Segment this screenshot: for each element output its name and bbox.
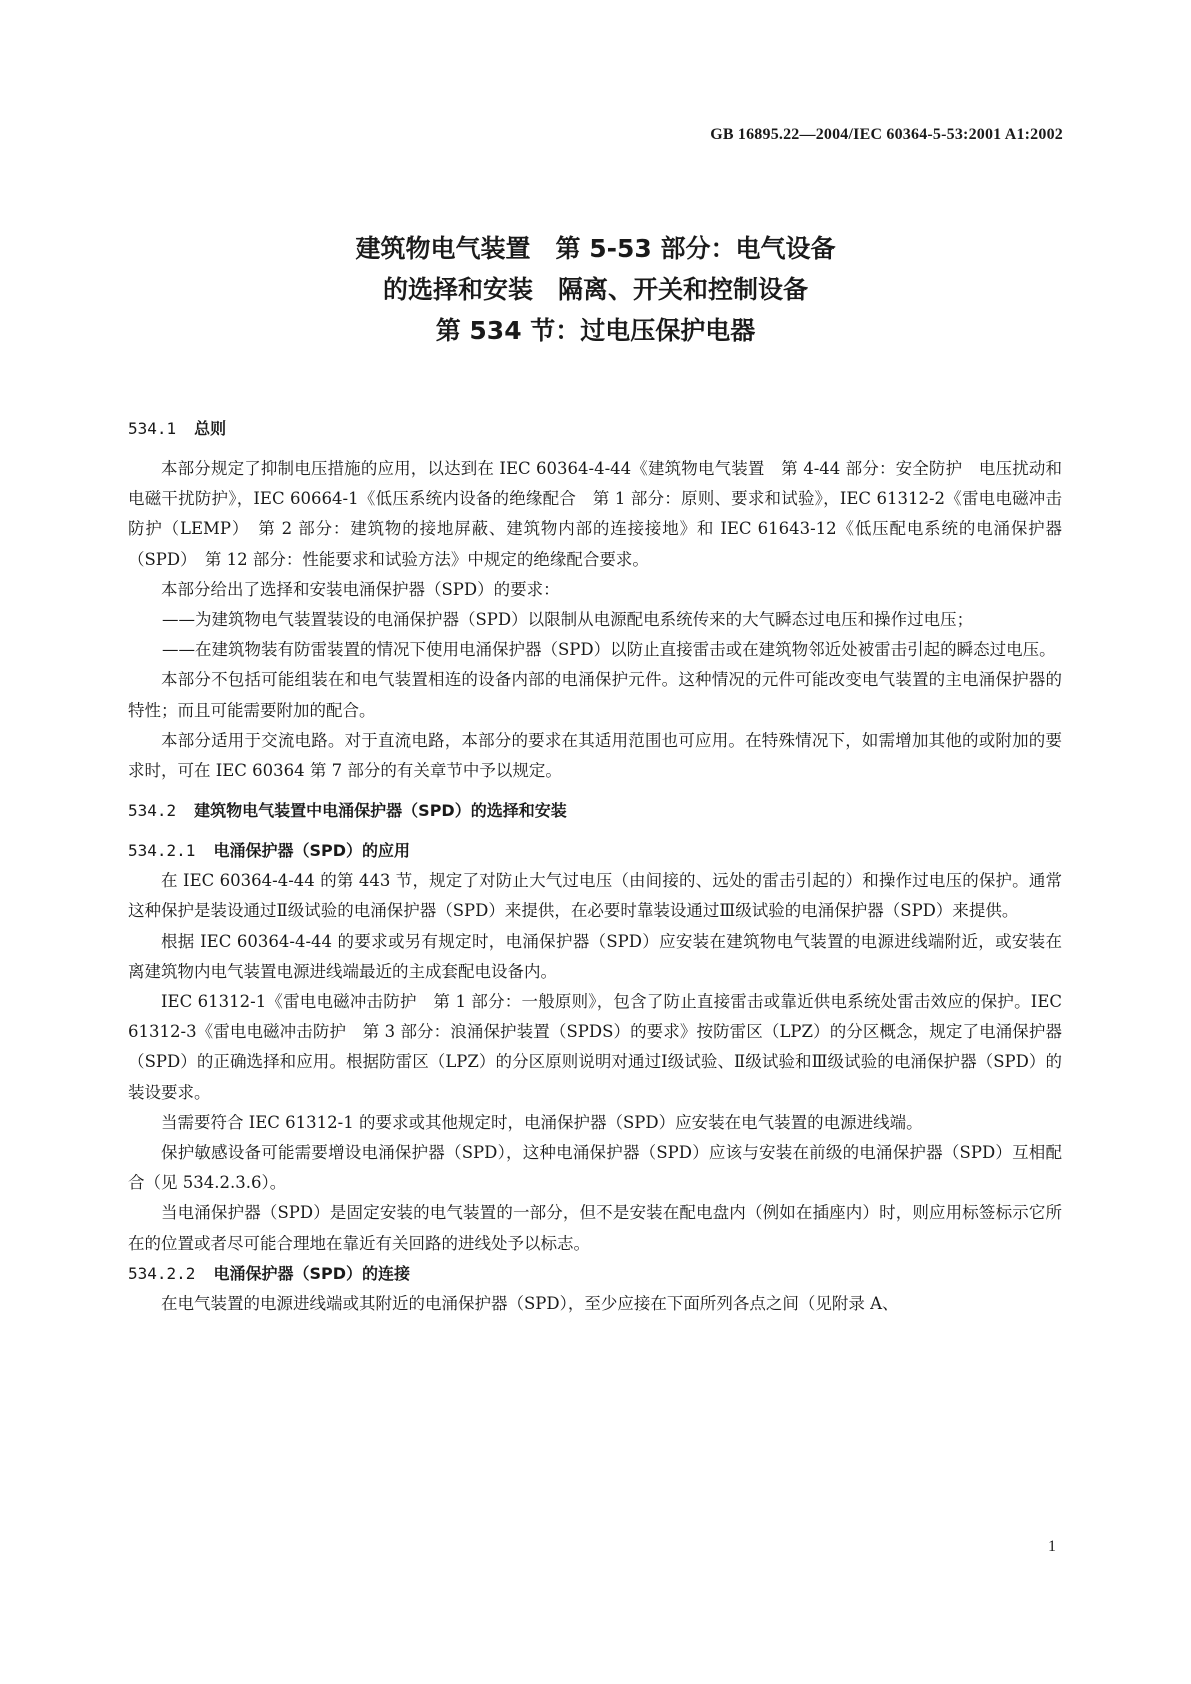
paragraph: 本部分适用于交流电路。对于直流电路，本部分的要求在其适用范围也可应用。在特殊情况下，如需增加其他的或附加的要求时，可在 IEC 60364 第 7 部分的有关章节中予以规定。 <box>128 730 1062 781</box>
section-heading-534-2 <box>128 796 1062 826</box>
paragraph: 本部分给出了选择和安装电涌保护器（SPD）的要求： <box>161 579 560 599</box>
paragraph: 当需要符合 IEC 61312-1 的要求或其他规定时，电涌保护器（SPD）应安装在电气装置的电源进线端。 <box>161 1112 923 1132</box>
document-body <box>128 414 1062 1319</box>
list-item: ——在建筑物装有防雷装置的情况下使用电涌保护器（SPD）以防止直接雷击或在建筑物邻近处被雷击引起的瞬态过电压。 <box>162 640 1056 660</box>
section-number: 534.2 <box>128 801 177 821</box>
title-line-3: 第 534 节：过电压保护电器 <box>435 316 756 345</box>
paragraph: 保护敏感设备可能需要增设电涌保护器（SPD），这种电涌保护器（SPD）应该与安装在前级的电涌保护器（SPD）互相配合（见 534.2.3.6）。 <box>128 1143 1062 1193</box>
paragraph: 根据 IEC 60364-4-44 的要求或另有规定时，电涌保护器（SPD）应安装在建筑物电气装置的电源进线端附近，或安装在离建筑物内电气装置电源进线端最近的主成套配电设备内。 <box>128 931 1062 981</box>
title-line-2: 的选择和安装 隔离、开关和控制设备 <box>382 275 808 304</box>
section-number: 534.2.2 <box>128 1263 196 1283</box>
section-title: 总则 <box>194 419 227 438</box>
paragraph: 本部分规定了抑制电压措施的应用，以达到在 IEC 60364-4-44《建筑物电气装置 第 4-44 部分：安全防护 电压扰动和电磁干扰防护》，IEC 60664-1《低压系统内设备的绝缘配合 第 1 部分：原则、要求和试验》，IEC 61312-2《雷电电磁冲击防护（LEMP） 第 2 部分：建筑物的接地屏蔽、建筑物内部的连接接地》和 IEC 61643-12《低压配电系统的电涌保护器（SPD） 第 12 部分：性能要求和试验方法》中规定的绝缘配合要求。 <box>128 459 1062 569</box>
section-heading-534-1 <box>128 414 1062 444</box>
section-heading-534-2-1 <box>128 836 1062 866</box>
section-number: 534.2.1 <box>128 841 196 861</box>
section-heading-534-2-2 <box>128 1259 1062 1289</box>
document-title <box>0 228 1191 351</box>
paragraph: IEC 61312-1《雷电电磁冲击防护 第 1 部分：一般原则》，包含了防止直接雷击或靠近供电系统处雷击效应的保护。IEC 61312-3《雷电电磁冲击防护 第 3 部分：浪涌保护装置（SPDS）的要求》按防雷区（LPZ）的分区概念，规定了电涌保护器（SPD）的正确选择和应用。根据防雷区（LPZ）的分区原则说明对通过Ⅰ级试验、Ⅱ级试验和Ⅲ级试验的电涌保护器（SPD）的装设要求。 <box>128 992 1062 1102</box>
section-title: 电涌保护器（SPD）的应用 <box>213 841 410 861</box>
paragraph: 在 IEC 60364-4-44 的第 443 节，规定了对防止大气过电压（由间接的、远处的雷击引起的）和操作过电压的保护。通常这种保护是装设通过Ⅱ级试验的电涌保护器（SPD）来提供，在必要时靠装设通过Ⅲ级试验的电涌保护器（SPD）来提供。 <box>128 871 1062 921</box>
standard-number-header: GB 16895.22—2004/IEC 60364-5-53:2001 A1:2002 <box>710 126 1063 143</box>
page-number: 1 <box>1048 1538 1056 1555</box>
paragraph: 当电涌保护器（SPD）是固定安装的电气装置的一部分，但不是安装在配电盘内（例如在插座内）时，则应用标签标示它所在的位置或者尽可能合理地在靠近有关回路的进线处予以标志。 <box>128 1203 1062 1253</box>
section-title: 电涌保护器（SPD）的连接 <box>213 1263 410 1283</box>
paragraph: 在电气装置的电源进线端或其附近的电涌保护器（SPD），至少应接在下面所列各点之间（见附录 A、 <box>161 1293 899 1313</box>
section-number: 534.1 <box>128 419 177 438</box>
list-item: ——为建筑物电气装置装设的电涌保护器（SPD）以限制从电源配电系统传来的大气瞬态过电压和操作过电压； <box>162 610 974 630</box>
title-line-1: 建筑物电气装置 第 5-53 部分：电气设备 <box>355 234 836 263</box>
paragraph: 本部分不包括可能组装在和电气装置相连的设备内部的电涌保护元件。这种情况的元件可能改变电气装置的主电涌保护器的特性；而且可能需要附加的配合。 <box>128 670 1062 720</box>
section-title: 建筑物电气装置中电涌保护器（SPD）的选择和安装 <box>194 801 567 821</box>
